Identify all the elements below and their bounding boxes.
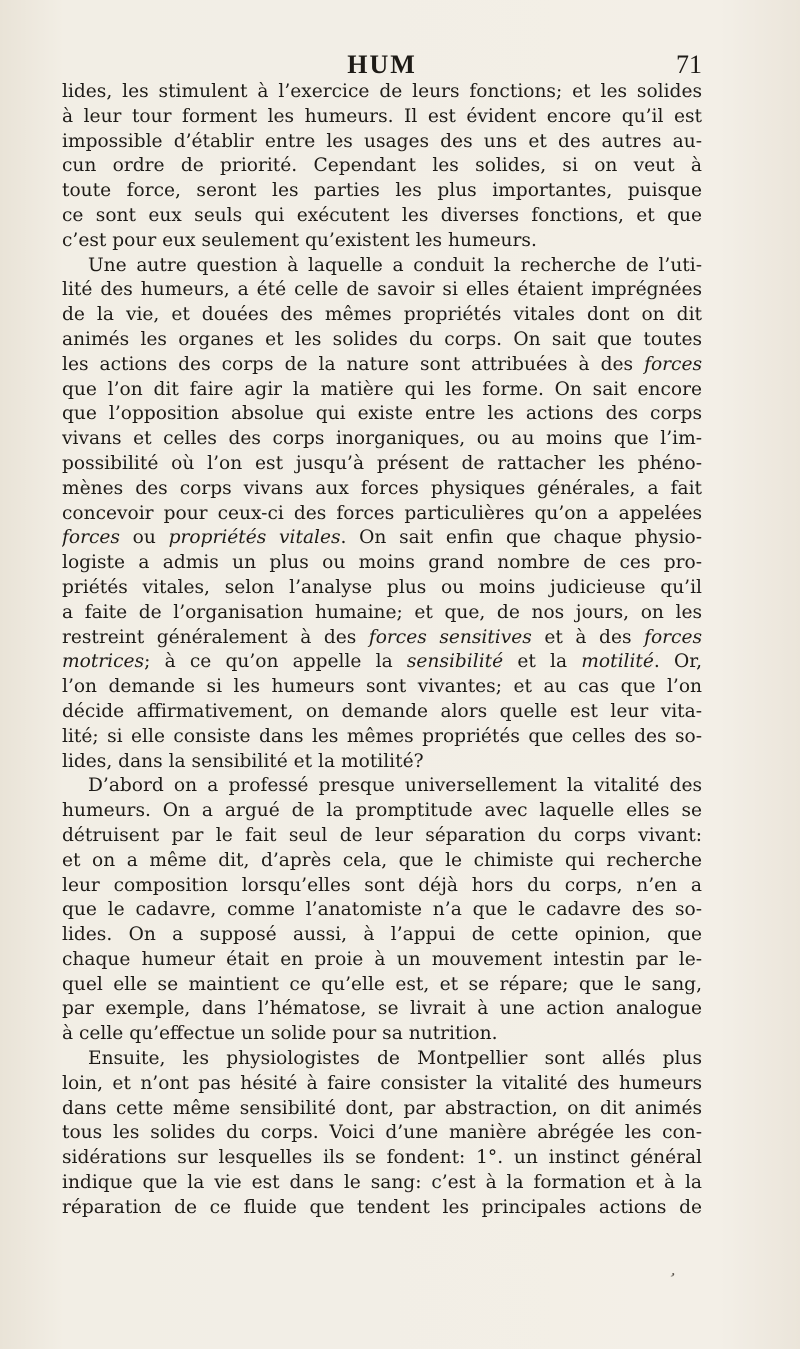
text-line: sidérations sur lesquelles ils se fondent: 1°. un instinct général: [62, 1147, 702, 1169]
stray-ink-mark: ‚: [668, 1261, 681, 1280]
text-line: forces ou propriétés vitales. On sait enfin que chaque physio-: [62, 527, 702, 549]
text-line: mènes des corps vivans aux forces physiques générales, a fait: [62, 477, 702, 499]
running-head: [62, 50, 702, 82]
text-line: possibilité où l’on est jusqu’à présent de rattacher les phéno-: [62, 452, 702, 474]
text-line: restreint généralement à des forces sensitives et à des forces: [62, 626, 702, 648]
text-line: animés les organes et les solides du corps. On sait que toutes: [62, 328, 702, 350]
text-line: par exemple, dans l’hématose, se livrait à une action analogue: [62, 998, 702, 1020]
text-line: impossible d’établir entre les usages des uns et des autres au-: [62, 130, 702, 152]
text-line: à celle qu’effectue un solide pour sa nutrition.: [62, 1023, 498, 1045]
text-line: lité; si elle consiste dans les mêmes propriétés que celles des so-: [62, 725, 702, 747]
text-line: cun ordre de priorité. Cependant les solides, si on veut à: [62, 155, 702, 177]
text-line: logiste a admis un plus ou moins grand nombre de ces pro-: [62, 552, 702, 574]
text-line: que l’on dit faire agir la matière qui les forme. On sait encore: [62, 378, 702, 400]
text-line: les actions des corps de la nature sont attribuées à des forces: [62, 353, 702, 375]
text-line: décide affirmativement, on demande alors quelle est leur vita-: [62, 700, 702, 722]
body-text: [62, 80, 702, 1221]
text-line: loin, et n’ont pas hésité à faire consister la vitalité des humeurs: [62, 1072, 702, 1094]
running-head-title: HUM: [347, 50, 417, 79]
text-line: ce sont eux seuls qui exécutent les diverses fonctions, et que: [62, 204, 702, 226]
text-line: indique que la vie est dans le sang: c’est à la formation et à la: [62, 1172, 702, 1194]
text-line: tous les solides du corps. Voici d’une manière abrégée les con-: [62, 1122, 702, 1144]
text-line: Une autre question à laquelle a conduit la recherche de l’uti-: [88, 254, 702, 276]
text-line: chaque humeur était en proie à un mouvement intestin par le-: [62, 948, 702, 970]
text-line: a faite de l’organisation humaine; et que, de nos jours, on les: [62, 601, 702, 623]
text-line: vivans et celles des corps inorganiques, ou au moins que l’im-: [62, 428, 702, 450]
text-line: priétés vitales, selon l’analyse plus ou moins judicieuse qu’il: [62, 576, 702, 598]
text-line: que l’opposition absolue qui existe entre les actions des corps: [62, 403, 702, 425]
text-line: D’abord on a professé presque universellement la vitalité des: [88, 775, 702, 797]
text-line: réparation de ce fluide que tendent les principales actions de: [62, 1196, 702, 1218]
text-line: à leur tour forment les humeurs. Il est évident encore qu’il est: [62, 105, 702, 127]
text-line: et on a même dit, d’après cela, que le chimiste qui recherche: [62, 849, 702, 871]
text-line: lité des humeurs, a été celle de savoir si elles étaient imprégnées: [62, 279, 702, 301]
text-line: concevoir pour ceux-ci des forces particulières qu’on a appelées: [62, 502, 702, 524]
text-line: lides, dans la sensibilité et la motilité?: [62, 750, 424, 772]
text-line: toute force, seront les parties les plus importantes, puisque: [62, 180, 702, 202]
text-line: que le cadavre, comme l’anatomiste n’a que le cadavre des so-: [62, 899, 702, 921]
text-line: leur composition lorsqu’elles sont déjà hors du corps, n’en a: [62, 874, 702, 896]
text-line: dans cette même sensibilité dont, par abstraction, on dit animés: [62, 1097, 702, 1119]
text-line: c’est pour eux seulement qu’existent les humeurs.: [62, 229, 537, 251]
page-number: 71: [676, 50, 702, 79]
text-line: lides, les stimulent à l’exercice de leurs fonctions; et les solides: [62, 81, 702, 102]
text-line: motrices; à ce qu’on appelle la sensibilité et la motilité. Or,: [62, 651, 702, 673]
text-line: Ensuite, les physiologistes de Montpellier sont allés plus: [88, 1048, 702, 1070]
text-line: lides. On a supposé aussi, à l’appui de cette opinion, que: [62, 924, 702, 946]
text-line: de la vie, et douées des mêmes propriétés vitales dont on dit: [62, 304, 702, 326]
text-line: détruisent par le fait seul de leur séparation du corps vivant:: [62, 824, 702, 846]
text-line: l’on demande si les humeurs sont vivantes; et au cas que l’on: [62, 676, 702, 698]
text-line: quel elle se maintient ce qu’elle est, et se répare; que le sang,: [62, 973, 702, 995]
text-line: humeurs. On a argué de la promptitude avec laquelle elles se: [62, 800, 702, 822]
